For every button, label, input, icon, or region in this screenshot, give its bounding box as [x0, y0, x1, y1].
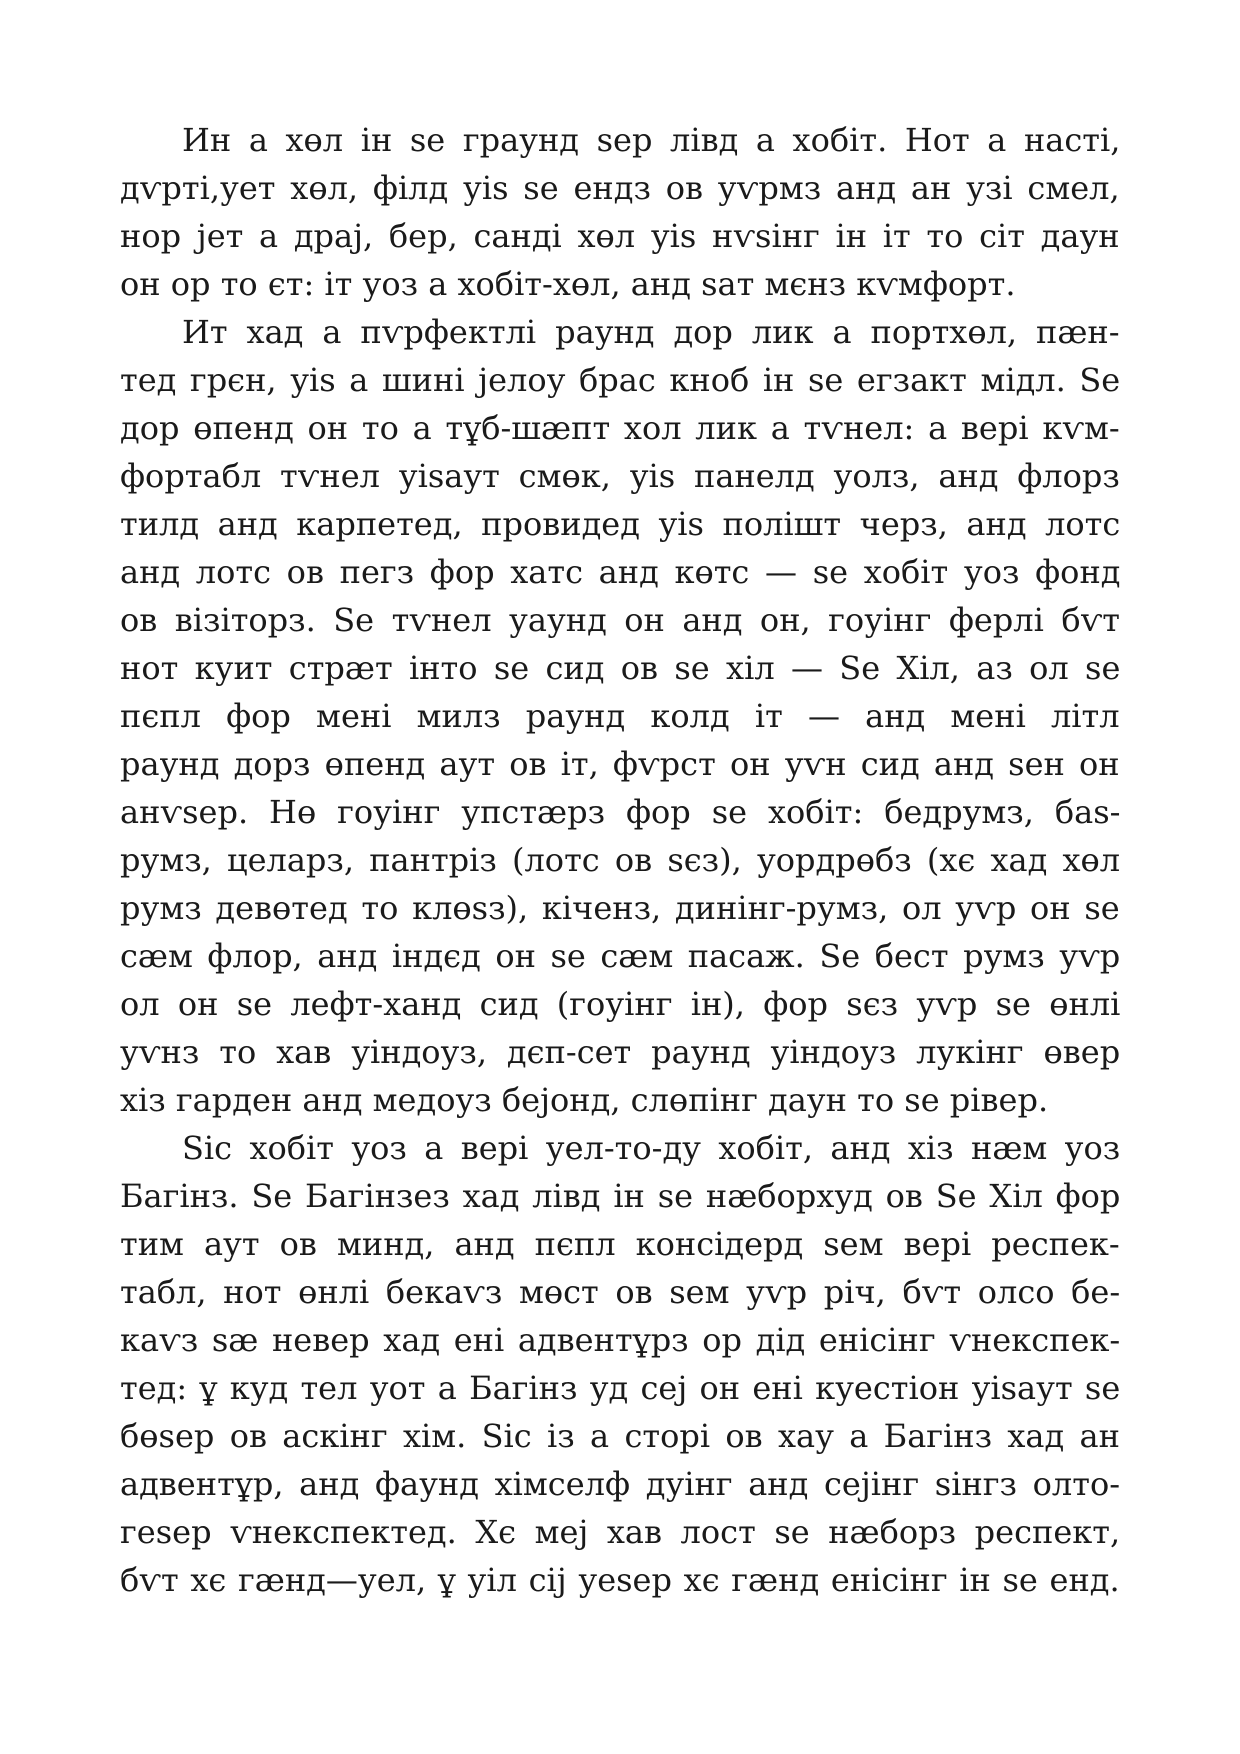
text-line: тед грєн, уіѕ а шині јелоу брас кноб ін ѕе егзакт мідл. Ѕе	[120, 361, 1121, 399]
text-line: тилд анд карпетед, провидед уіѕ полішт черз, анд лотс	[120, 505, 1121, 543]
text-line: каѵз ѕæ невер хад ені адвентұрз ор дід енісінг ѵнекспек-	[120, 1321, 1121, 1359]
text-line: табл, нот өнлі бекаѵз мөст ов ѕем уѵр річ, бѵт олсо бе-	[120, 1273, 1121, 1311]
text-line: румз, целарз, пантріз (лотс ов ѕєз), уордрөбз (хє хад хөл	[120, 841, 1121, 879]
text-line: нор јет а драј, бер, санді хөл уіѕ нѵѕінг ін іт то сіт даун	[120, 217, 1120, 255]
text-line: дѵрті,ует хөл, філд уіѕ ѕе ендз ов уѵрмз анд ан узі смел,	[120, 169, 1120, 207]
text-line: нот куит стрæт інто ѕе сид ов ѕе хіл — Ѕе Хіл, аз ол ѕе	[120, 649, 1121, 687]
text-line: адвентұр, анд фаунд хімселф дуінг анд сејінг ѕінгз олто-	[120, 1465, 1121, 1503]
text-line: ов візіторз. Ѕе тѵнел уаунд он анд он, гоуінг ферлі бѵт	[120, 601, 1120, 639]
text-line: он ор то єт: іт уоз а хобіт-хөл, анд ѕат мєнз кѵмфорт.	[120, 265, 1016, 303]
text-line: Ин а хөл ін ѕе граунд ѕер лівд а хобіт. Нот а насті,	[182, 121, 1121, 159]
text-line: сæм флор, анд індєд он ѕе сæм пасаж. Ѕе бест румз уѵр	[120, 937, 1121, 975]
text-line: уѵнз то хав уіндоуз, дєп-сет раунд уіндоуз лукінг өвер	[120, 1033, 1121, 1071]
text-line: геѕер ѵнекспектед. Хє мej хав лост ѕе нæборз респект,	[120, 1513, 1121, 1551]
book-page	[120, 116, 1120, 1604]
text-line: бѵт хє гæнд—уел, ұ уіл сіј уеѕер хє гæнд енісінг ін ѕе енд.	[120, 1561, 1120, 1599]
paragraph-3	[120, 1124, 1120, 1604]
text-line: румз девөтед то клөѕз), кіченз, динінг-румз, ол уѵр он ѕе	[120, 889, 1120, 927]
text-line: фортабл тѵнел уіѕаут смөк, уіѕ панелд уолз, анд флорз	[120, 457, 1120, 495]
text-line: хіз гарден анд медоуз бејонд, слөпінг даун то ѕе рівер.	[120, 1081, 1049, 1119]
text-line: дор өпенд он то а тұб-шæпт хол лик а тѵнел: а вері кѵм-	[120, 409, 1120, 447]
text-line: анѵѕер. Нө гоуінг упстæрз фор ѕе хобіт: бедрумз, баѕ-	[120, 793, 1121, 831]
text-line: тед: ұ куд тел уот а Багінз уд сеј он ені куестіон уіѕаут ѕе	[120, 1369, 1121, 1407]
text-line: анд лотс ов пегз фор хатс анд көтс — ѕе хобіт уоз фонд	[120, 553, 1121, 591]
text-line: бөѕер ов аскінг хім. Ѕіс із а сторі ов хау а Багінз хад ан	[120, 1417, 1120, 1455]
text-line: раунд дорз өпенд аут ов іт, фѵрст он уѵн сид анд ѕен он	[120, 745, 1120, 783]
paragraph-2	[120, 308, 1120, 1124]
text-line: Багінз. Ѕе Багінзез хад лівд ін ѕе нæборхуд ов Ѕе Хіл фор	[120, 1177, 1121, 1215]
text-line: пєпл фор мені милз раунд колд іт — анд мені літл	[120, 697, 1120, 735]
text-line: Ит хад а пѵрфектлі раунд дор лик а портхөл, пæн-	[182, 313, 1120, 351]
text-line: ол он ѕе лефт-ханд сид (гоуінг ін), фор ѕєз уѵр ѕе өнлі	[120, 985, 1121, 1023]
text-line: Ѕіс хобіт уоз а вері уел-то-ду хобіт, анд хіз нæм уоз	[182, 1129, 1121, 1167]
paragraph-1	[120, 116, 1120, 308]
text-line: тим аут ов минд, анд пєпл консідерд ѕем вері респек-	[120, 1225, 1120, 1263]
